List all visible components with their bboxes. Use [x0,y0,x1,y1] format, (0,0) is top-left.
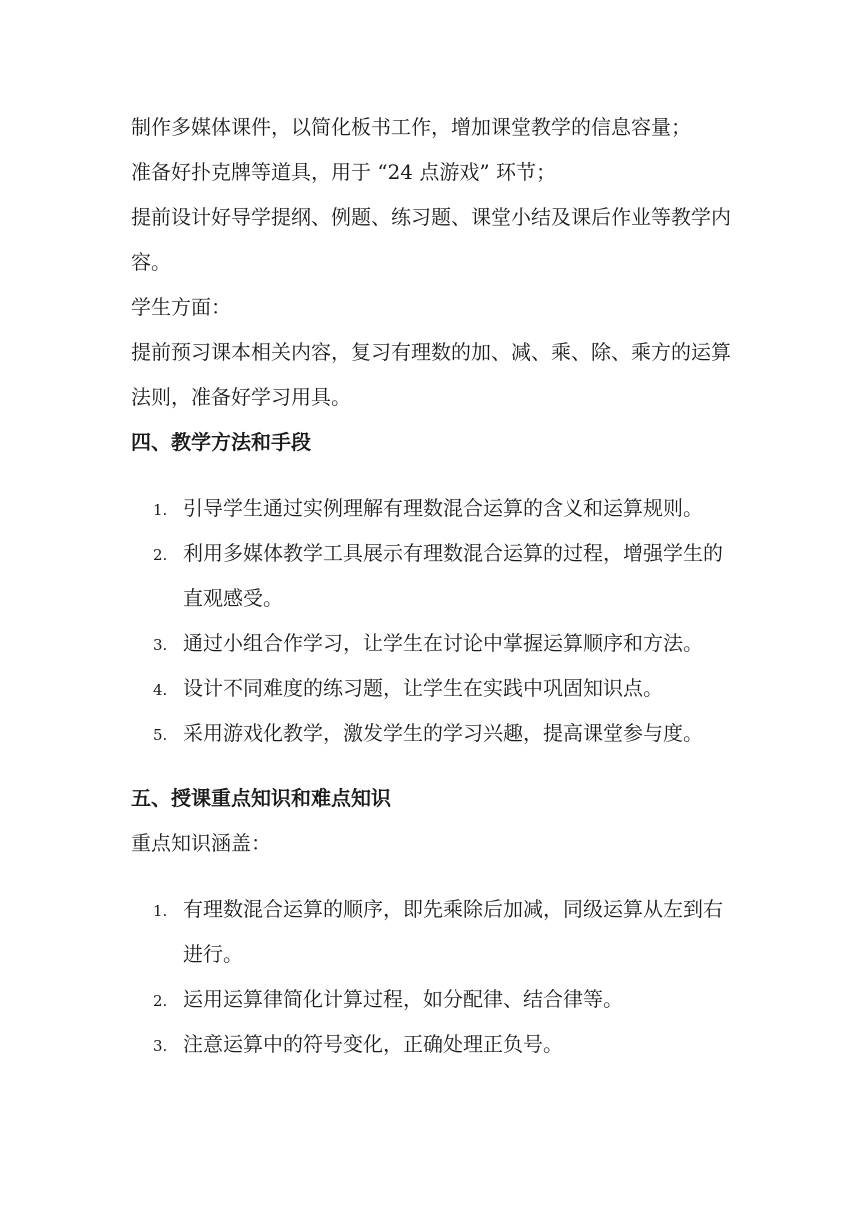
list-item-text: 通过小组合作学习，让学生在讨论中掌握运算顺序和方法。 [183,631,703,655]
list-item [153,711,703,758]
prep-student-line-1a: 提前预习课本相关内容，复习有理数的加、减、乘、除、乘方的运算 [131,340,731,364]
section-4-heading: 四、教学方法和手段 [131,430,311,454]
list-number: 1. [153,501,168,519]
prep-teacher-line-3b: 容。 [131,250,171,274]
prep-teacher-line-3a: 提前设计好导学提纲、例题、练习题、课堂小结及课后作业等教学内 [131,205,731,229]
list-item-text: 注意运算中的符号变化，正确处理正负号。 [183,1032,563,1056]
list-item-continuation: 进行。 [183,942,243,966]
list-item-text: 采用游戏化教学，激发学生的学习兴趣，提高课堂参与度。 [183,721,703,745]
prep-teacher-line-2: 准备好扑克牌等道具，用于 “24 点游戏” 环节； [131,160,556,184]
section-5-subtitle: 重点知识涵盖： [131,831,271,855]
list-item [153,1022,563,1069]
section-5-heading: 五、授课重点知识和难点知识 [131,786,391,810]
list-item [153,486,703,533]
list-item-text: 有理数混合运算的顺序，即先乘除后加减，同级运算从左到右 [183,897,723,921]
list-item-text: 设计不同难度的练习题，让学生在实践中巩固知识点。 [183,676,663,700]
list-number: 2. [153,546,168,564]
prep-teacher-line-1: 制作多媒体课件，以简化板书工作，增加课堂教学的信息容量； [131,115,691,139]
list-number: 3. [153,1037,168,1055]
list-number: 3. [153,636,168,654]
list-number: 4. [153,681,168,699]
student-label: 学生方面： [131,295,231,319]
list-item [153,621,703,668]
list-item [153,666,663,713]
list-number: 5. [153,726,168,744]
prep-student-line-1b: 法则，准备好学习用具。 [131,385,351,409]
list-item-text: 运用运算律简化计算过程，如分配律、结合律等。 [183,987,623,1011]
list-item [153,531,723,578]
list-item [153,887,723,934]
list-number: 2. [153,992,168,1010]
list-item-text: 利用多媒体教学工具展示有理数混合运算的过程，增强学生的 [183,541,723,565]
list-number: 1. [153,902,168,920]
list-item-text: 引导学生通过实例理解有理数混合运算的含义和运算规则。 [183,496,703,520]
list-item-continuation: 直观感受。 [183,586,283,610]
list-item [153,977,623,1024]
